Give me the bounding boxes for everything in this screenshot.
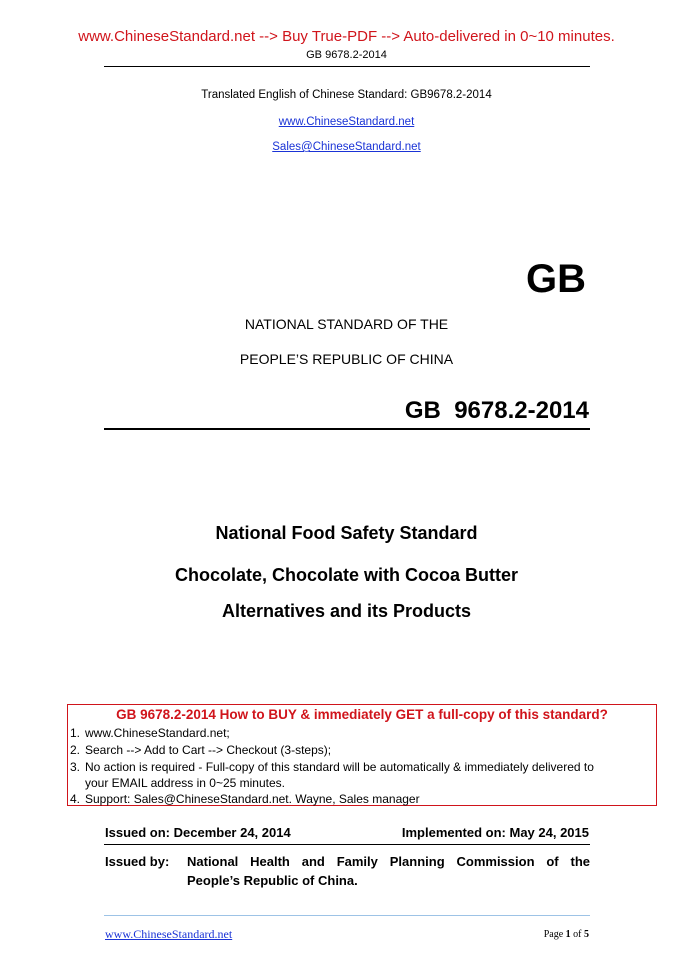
- footer-divider: [104, 915, 590, 916]
- sales-link-row: [0, 137, 693, 155]
- national-standard-line-2: PEOPLE’S REPUBLIC OF CHINA: [239, 351, 454, 367]
- header-divider: [104, 66, 590, 67]
- buy-step-3: [70, 760, 594, 774]
- issued-divider: [104, 844, 590, 845]
- website-link[interactable]: www.ChineseStandard.net: [278, 116, 415, 128]
- translated-line: Translated English of Chinese Standard: GB9678.2-2014: [201, 89, 492, 101]
- title-line-3: Alternatives and its Products: [221, 601, 472, 621]
- page-current: 1: [565, 929, 571, 940]
- buy-step-2: [70, 743, 331, 757]
- title-line-1: National Food Safety Standard: [215, 523, 478, 543]
- footer-website-link[interactable]: www.ChineseStandard.net: [105, 927, 233, 941]
- issued-by-label: Issued by:: [105, 854, 170, 869]
- national-standard-line-1: NATIONAL STANDARD OF THE: [244, 316, 449, 332]
- page-total: 5: [584, 929, 589, 940]
- issued-on: Issued on: December 24, 2014: [105, 825, 291, 840]
- buy-step-4: [70, 792, 420, 806]
- step-text[interactable]: www.ChineseStandard.net;: [85, 726, 230, 740]
- step-text: No action is required - Full-copy of this standard will be automatically & immediately delivered to: [85, 760, 594, 774]
- step-number: 4.: [70, 792, 81, 806]
- step-number: 3.: [70, 760, 81, 774]
- standard-number-divider: [104, 428, 590, 430]
- implemented-on: Implemented on: May 24, 2015: [401, 825, 589, 840]
- step-number: 1.: [70, 726, 81, 740]
- title-line-2: Chocolate, Chocolate with Cocoa Butter: [174, 565, 519, 585]
- sales-email-link[interactable]: Sales@ChineseStandard.net: [272, 141, 421, 153]
- page-of: of: [570, 929, 584, 940]
- top-banner[interactable]: www.ChineseStandard.net --> Buy True-PDF --> Auto-delivered in 0~10 minutes.: [78, 28, 615, 45]
- step-number: 2.: [70, 743, 81, 757]
- buy-step-3-continuation: your EMAIL address in 0~25 minutes.: [85, 776, 285, 790]
- page-prefix: Page: [543, 929, 566, 940]
- gb-mark: GB: [526, 257, 586, 301]
- website-link-row: [0, 112, 693, 130]
- issued-by-line-2: People’s Republic of China.: [187, 873, 358, 888]
- page-number: [544, 929, 589, 940]
- standard-number: GB 9678.2-2014: [404, 397, 589, 424]
- issued-by-line-1: National Health and Family Planning Commission of the: [187, 854, 590, 869]
- step-text: Support: Sales@ChineseStandard.net. Wayne, Sales manager: [85, 792, 420, 806]
- step-text: Search --> Add to Cart --> Checkout (3-steps);: [85, 743, 332, 757]
- buy-box-heading: GB 9678.2-2014 How to BUY & immediately GET a full-copy of this standard?: [116, 707, 608, 722]
- buy-step-1: [70, 726, 230, 740]
- header-standard-code: GB 9678.2-2014: [306, 49, 387, 61]
- buy-info-box: [67, 704, 657, 806]
